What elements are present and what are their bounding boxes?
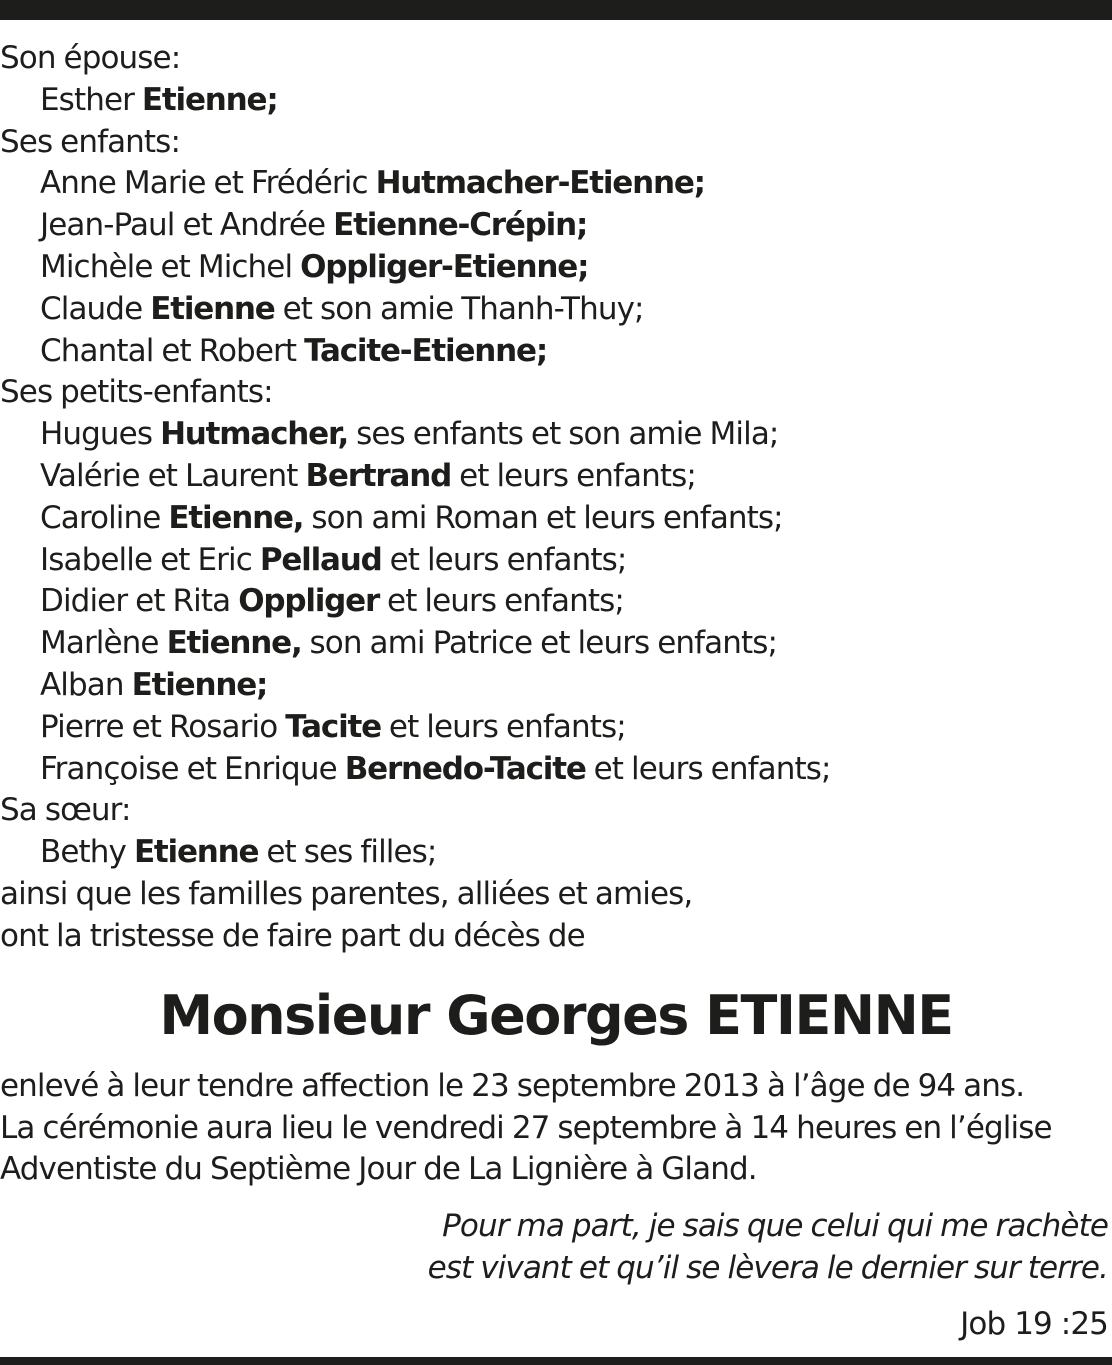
child-entry: Chantal et Robert Tacite-Etienne;: [40, 332, 548, 369]
grandchild-entry: Marlène Etienne, son ami Patrice et leurs enfants;: [40, 625, 778, 662]
closing-line: ont la tristesse de faire part du décès de: [0, 917, 585, 954]
verse-reference: Job 19 :25: [960, 1306, 1108, 1342]
details-line: La cérémonie aura lieu le vendredi 27 septembre à 14 heures en l’église: [0, 1109, 1052, 1146]
spouse-heading: Son épouse:: [0, 40, 181, 76]
child-entry: Jean-Paul et Andrée Etienne-Crépin;: [40, 207, 588, 244]
grandchildren-heading: Ses petits-enfants:: [0, 374, 273, 411]
children-heading: Ses enfants:: [0, 123, 180, 160]
closing-line: ainsi que les familles parentes, alliées et amies,: [0, 875, 693, 912]
child-entry: Michèle et Michel Oppliger-Etienne;: [40, 248, 589, 285]
deceased-name: Monsieur Georges ETIENNE: [159, 984, 953, 1047]
family-list: [0, 38, 1112, 958]
bottom-border-rule: [0, 1357, 1112, 1365]
child-entry: Anne Marie et Frédéric Hutmacher-Etienne;: [40, 165, 705, 202]
verse-line: est vivant et qu’il se lèvera le dernier sur terre.: [427, 1249, 1108, 1286]
grandchild-entry: Françoise et Enrique Bernedo-Tacite et leurs enfants;: [40, 750, 831, 787]
details-line: Adventiste du Septième Jour de La Lignière à Gland.: [0, 1151, 757, 1187]
grandchild-entry: Didier et Rita Oppliger et leurs enfants;: [40, 583, 624, 620]
child-entry: Claude Etienne et son amie Thanh-Thuy;: [40, 290, 644, 327]
grandchild-entry: Hugues Hutmacher, ses enfants et son amie Mila;: [40, 416, 779, 453]
verse-line: Pour ma part, je sais que celui qui me rachète: [442, 1208, 1108, 1244]
top-border-rule: [0, 0, 1112, 20]
spouse-entry: Esther Etienne;: [40, 81, 278, 118]
grandchild-entry: Valérie et Laurent Bertrand et leurs enfants;: [40, 457, 696, 494]
sister-entry: Bethy Etienne et ses filles;: [40, 834, 437, 871]
bible-verse: [428, 1206, 1108, 1289]
sister-heading: Sa sœur:: [0, 792, 131, 829]
grandchild-entry: Isabelle et Eric Pellaud et leurs enfants;: [40, 541, 627, 578]
grandchild-entry: Alban Etienne;: [40, 666, 268, 703]
details-line: enlevé à leur tendre affection le 23 septembre 2013 à l’âge de 94 ans.: [0, 1068, 1025, 1104]
ceremony-details: [0, 1066, 1112, 1191]
grandchild-entry: Caroline Etienne, son ami Roman et leurs enfants;: [40, 499, 783, 536]
grandchild-entry: Pierre et Rosario Tacite et leurs enfants;: [40, 708, 626, 745]
